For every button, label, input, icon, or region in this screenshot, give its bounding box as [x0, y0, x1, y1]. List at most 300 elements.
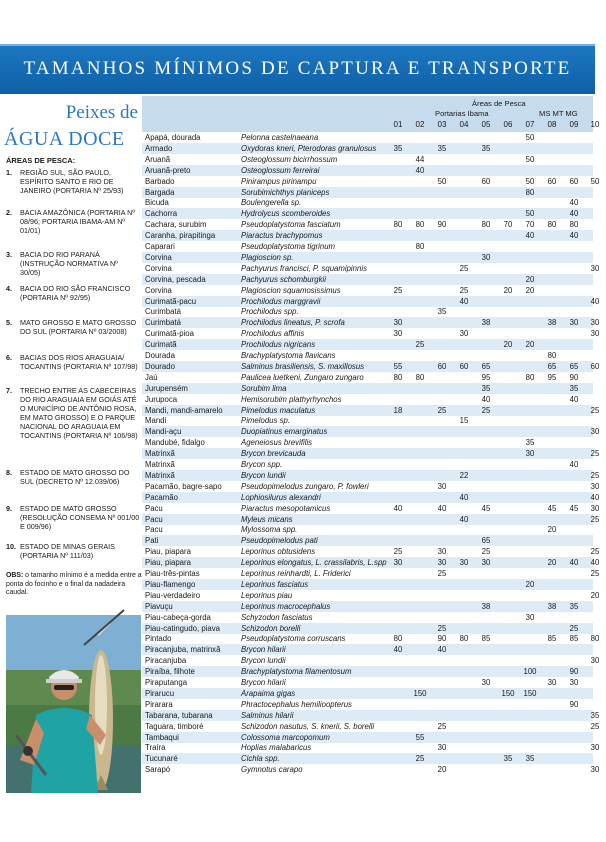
size-value: 25	[590, 470, 600, 480]
column-header: 05	[481, 120, 491, 129]
scientific-name: Brycon hilarii	[241, 678, 286, 687]
table-row	[142, 448, 600, 459]
table-row	[142, 372, 593, 383]
size-value: 30	[437, 481, 447, 491]
table-row	[142, 241, 593, 252]
scientific-name: Osteoglossum bicirrhossum	[241, 154, 338, 164]
table-row	[142, 339, 593, 350]
common-name: Dourada	[145, 351, 175, 360]
size-value: 30	[437, 547, 447, 557]
area-description: ESTADO DE MATO GROSSO (RESOLUÇÃO CONSEMA Nº 001/00 E 009/96)	[20, 504, 140, 531]
size-value: 80	[459, 634, 469, 644]
common-name: Curimbatá	[145, 318, 181, 328]
area-item	[6, 284, 140, 302]
table-row	[142, 252, 593, 263]
area-number: 8.	[6, 468, 12, 477]
scientific-name: Pelonna castelnaeana	[241, 133, 319, 142]
table-row	[142, 644, 593, 655]
size-value: 20	[525, 274, 535, 284]
size-value: 30	[393, 558, 403, 568]
size-value: 80	[525, 187, 535, 197]
table-row	[142, 361, 600, 372]
banner-highlight	[0, 44, 595, 46]
size-value: 40	[459, 492, 469, 502]
table-row	[142, 764, 600, 775]
area-item	[6, 542, 140, 560]
table-row	[142, 590, 600, 601]
table-row	[142, 154, 593, 165]
portarias-header: Portarias Ibama	[435, 109, 489, 118]
scientific-name: Pimelodus maculatus	[241, 405, 316, 415]
common-name: Caranha, pirapitinga	[145, 231, 216, 241]
section-title-line2: ÁGUA DOCE	[4, 128, 125, 150]
size-value: 85	[547, 634, 557, 644]
common-name: Pacamão, bagre-sapo	[145, 481, 222, 491]
common-name: Piavuçu	[145, 601, 173, 611]
scientific-name: Brycon lundii	[241, 470, 286, 480]
common-name: Mandubé, fidalgo	[145, 438, 205, 448]
scientific-name: Pinirampus pirinampu	[241, 176, 317, 186]
table-row	[142, 208, 593, 219]
table-row	[142, 579, 593, 590]
size-value: 30	[590, 481, 600, 491]
common-name: Curimatã	[145, 340, 177, 350]
size-value: 50	[525, 209, 535, 219]
scientific-name: Hydrolycus scomberoides	[241, 209, 331, 219]
common-name: Jurupensém	[145, 383, 188, 393]
size-value: 30	[481, 252, 491, 262]
area-item	[6, 208, 140, 235]
scientific-name: Piaractus brachypomus	[241, 231, 323, 241]
common-name: Matrinxã	[145, 470, 175, 480]
size-value: 20	[525, 579, 535, 589]
table-row	[142, 710, 600, 721]
column-header: 01	[393, 120, 403, 129]
size-value: 35	[590, 710, 600, 720]
size-value: 25	[590, 569, 600, 578]
table-row	[142, 165, 593, 176]
scientific-name: Plagioscion squamosissimus	[241, 285, 341, 295]
common-name: Taguara, timboré	[145, 721, 204, 731]
size-value: 100	[523, 667, 537, 677]
size-value: 20	[437, 765, 447, 775]
table-row	[142, 742, 600, 753]
size-value: 40	[437, 503, 447, 513]
size-value: 35	[569, 601, 579, 611]
size-value: 40	[590, 558, 600, 568]
common-name: Pacu	[145, 503, 163, 513]
table-row	[142, 514, 600, 525]
scientific-name: Phractocephalus hemilioopterus	[241, 699, 352, 709]
common-name: Caparari	[145, 242, 175, 251]
common-name: Piau, piapara	[145, 558, 191, 568]
scientific-name: Pseudoplatystoma corruscans	[241, 634, 346, 644]
common-name: Piau-cabeça-gorda	[145, 612, 211, 622]
table-row	[142, 459, 593, 470]
area-item	[6, 250, 140, 277]
size-value: 60	[569, 176, 579, 186]
column-header: 10	[590, 120, 600, 129]
scientific-name: Leporinus reinhardti, L. Friderici	[241, 569, 351, 578]
scientific-name: Osteoglossum ferreirai	[241, 165, 320, 175]
table-row	[142, 437, 593, 448]
table-row	[142, 677, 593, 688]
size-value: 30	[525, 449, 535, 459]
size-value: 30	[547, 678, 557, 687]
table-row	[142, 655, 600, 666]
scientific-name: Pachyurus schomburgkii	[241, 274, 326, 284]
common-name: Piau-verdadeiro	[145, 590, 201, 600]
area-item	[6, 353, 140, 371]
states-header: MS MT MG	[539, 109, 578, 118]
scientific-name: Prochilodus spp.	[241, 307, 299, 317]
common-name: Sarapó	[145, 765, 171, 775]
size-value: 40	[459, 514, 469, 524]
common-name: Piracanjuba	[145, 656, 187, 666]
size-value: 150	[501, 688, 515, 698]
common-name: Corvina	[145, 252, 172, 262]
size-value: 90	[437, 634, 447, 644]
area-description: TRECHO ENTRE AS CABECEIRAS DO RIO ARAGUAIA EM GOIÁS ATÉ O MUNICÍPIO DE ANTÔNIO ROSA, EM MATO GROSSO) E O PARQUE NACIONAL DO ARAGUAIA EM TOCANTINS (PORTARIA Nº 106/98)	[20, 386, 138, 440]
size-value: 65	[569, 361, 579, 371]
common-name: Piau, piapara	[145, 547, 191, 557]
scientific-name: Pachyurus francisci, P. squamipinnis	[241, 263, 367, 273]
size-value: 25	[415, 340, 425, 350]
size-value: 30	[590, 765, 600, 775]
size-value: 25	[437, 623, 447, 633]
section-heading	[0, 94, 142, 156]
common-name: Pintado	[145, 634, 172, 644]
common-name: Corvina, pescada	[145, 274, 206, 284]
common-name: Jurupoca	[145, 394, 178, 404]
size-value: 40	[481, 394, 491, 404]
size-value: 25	[590, 405, 600, 415]
obs-text: o tamanho mínimo é a medida entre a ponta do focinho e o final da nadadeira caudal.	[6, 572, 142, 597]
size-value: 25	[459, 263, 469, 273]
size-value: 80	[415, 220, 425, 230]
scientific-name: Pseudopimelodus pati	[241, 536, 318, 546]
table-row	[142, 481, 600, 492]
size-value: 90	[569, 699, 579, 709]
column-header: 03	[437, 120, 447, 129]
table-row	[142, 688, 593, 699]
scientific-name: Sorubimichthys planiceps	[241, 187, 330, 197]
size-value: 30	[481, 678, 491, 687]
area-description: ESTADO DE MINAS GERAIS (PORTARIA Nº 111/03)	[20, 542, 115, 560]
size-value: 44	[415, 154, 425, 164]
size-value: 30	[590, 427, 600, 437]
size-value: 40	[415, 165, 425, 175]
table-row	[142, 623, 593, 634]
common-name: Mandi	[145, 416, 167, 426]
common-name: Cachara, surubim	[145, 220, 207, 230]
table-row	[142, 732, 593, 743]
size-value: 95	[481, 372, 491, 382]
table-row	[142, 285, 593, 296]
size-value: 35	[481, 383, 491, 393]
table-row	[142, 263, 600, 274]
size-value: 40	[393, 645, 403, 655]
scientific-name: Duopiatinus emarginatus	[241, 427, 328, 437]
common-name: Pirarara	[145, 699, 173, 709]
common-name: Tucunaré	[145, 754, 178, 764]
table-row	[142, 230, 593, 241]
size-value: 150	[413, 688, 427, 698]
section-title-line1: Peixes de	[65, 102, 138, 123]
size-value: 30	[437, 743, 447, 753]
scientific-name: Hemisorubim plathyrhynchos	[241, 394, 342, 404]
table-row	[142, 176, 600, 187]
size-value: 60	[547, 176, 557, 186]
table-row	[142, 143, 593, 154]
common-name: Matrinxã	[145, 460, 175, 469]
scientific-name: Mylossoma spp.	[241, 525, 298, 535]
table-row	[142, 721, 600, 732]
table-row	[142, 492, 600, 503]
common-name: Tambaqui	[145, 732, 179, 742]
table-row	[142, 296, 600, 307]
scientific-name: Salminus brasiliensis, S. maxillosus	[241, 361, 365, 371]
size-value: 90	[569, 667, 579, 677]
size-value: 25	[590, 449, 600, 459]
column-header: 09	[569, 120, 579, 129]
size-value: 65	[547, 361, 557, 371]
size-value: 20	[525, 340, 535, 350]
scientific-name: Pseudopimelodus zungaro, P. fowleri	[241, 481, 369, 491]
area-description: BACIAS DOS RIOS ARAGUAIA/ TOCANTINS (PORTARIA Nº 107/98)	[20, 353, 138, 371]
size-value: 35	[437, 307, 447, 317]
size-value: 80	[590, 634, 600, 644]
size-value: 40	[525, 231, 535, 241]
table-header	[142, 96, 600, 132]
scientific-name: Leporinus macrocephalus	[241, 601, 331, 611]
table-row	[142, 699, 593, 710]
table-row	[142, 415, 593, 426]
size-value: 40	[569, 558, 579, 568]
scientific-name: Colossoma marcopomum	[241, 732, 330, 742]
common-name: Aruanã	[145, 154, 171, 164]
size-value: 50	[525, 133, 535, 142]
size-value: 30	[459, 329, 469, 339]
table-row	[142, 535, 593, 546]
size-value: 20	[503, 340, 513, 350]
table-row	[142, 524, 593, 535]
common-name: Pacu	[145, 525, 163, 535]
common-name: Bargada	[145, 187, 175, 197]
scientific-name: Prochilodus nigricans	[241, 340, 316, 350]
size-value: 55	[393, 361, 403, 371]
size-value: 25	[590, 721, 600, 731]
size-value: 25	[569, 623, 579, 633]
size-value: 30	[590, 656, 600, 666]
common-name: Pati	[145, 536, 159, 546]
column-header: 06	[503, 120, 513, 129]
common-name: Armado	[145, 143, 173, 153]
scientific-name: Brycon hilarii	[241, 645, 286, 655]
size-value: 35	[525, 754, 535, 764]
size-value: 80	[547, 351, 557, 360]
table-row	[142, 394, 593, 405]
area-description: BACIA AMAZÔNICA (PORTARIA Nº 08/96; PORTARIA IBAMA-AM Nº 01/01)	[20, 208, 135, 235]
size-value: 80	[525, 372, 535, 382]
common-name: Aruanã-preto	[145, 165, 191, 175]
size-value: 85	[481, 634, 491, 644]
size-value: 30	[590, 329, 600, 339]
size-value: 30	[437, 558, 447, 568]
size-value: 25	[393, 285, 403, 295]
size-value: 90	[437, 220, 447, 230]
size-value: 30	[459, 558, 469, 568]
size-value: 30	[590, 318, 600, 328]
size-value: 80	[393, 372, 403, 382]
scientific-name: Cichla spp.	[241, 754, 280, 764]
scientific-name: Brycon brevicauda	[241, 449, 306, 459]
size-value: 40	[437, 645, 447, 655]
scientific-name: Hoplias malabaricus	[241, 743, 312, 753]
size-value: 45	[547, 503, 557, 513]
size-value: 40	[569, 209, 579, 219]
scientific-name: Schizodon nasutus, S. knerii, S. borelli	[241, 721, 375, 731]
table-row	[142, 568, 600, 579]
size-value: 40	[569, 198, 579, 208]
table-row	[142, 350, 593, 361]
size-value: 20	[525, 285, 535, 295]
scientific-name: Leporinus elongatus, L. crassilabris, L.spp	[241, 558, 387, 568]
area-number: 2.	[6, 208, 12, 217]
size-value: 80	[569, 220, 579, 230]
area-number: 6.	[6, 353, 12, 362]
size-value: 40	[569, 460, 579, 469]
size-value: 40	[569, 394, 579, 404]
common-name: Matrinxã	[145, 449, 175, 459]
scientific-name: Paulicea luetkeni, Zungaro zungaro	[241, 372, 364, 382]
size-value: 70	[503, 220, 513, 230]
size-value: 60	[459, 361, 469, 371]
size-value: 80	[393, 634, 403, 644]
table-row	[142, 383, 593, 394]
size-value: 30	[590, 263, 600, 273]
area-item	[6, 468, 140, 486]
size-value: 50	[525, 176, 535, 186]
areas-header: Áreas de Pesca	[472, 99, 526, 108]
common-name: Pacu	[145, 514, 163, 524]
scientific-name: Arapaima gigas	[241, 688, 296, 698]
area-description: BACIA DO RIO PARANÁ (INSTRUÇÃO NORMATIVA Nº 30/05)	[20, 250, 118, 277]
common-name: Piraputanga	[145, 678, 188, 687]
size-value: 65	[481, 361, 491, 371]
scientific-name: Gymnotus carapo	[241, 765, 303, 775]
common-name: Tabarana, tubarana	[145, 710, 213, 720]
size-value: 40	[459, 296, 469, 306]
size-value: 20	[547, 525, 557, 535]
table-row	[142, 753, 593, 764]
area-number: 1.	[6, 168, 12, 177]
scientific-name: Lophiosilurus alexandri	[241, 492, 321, 502]
size-value: 50	[590, 176, 600, 186]
common-name: Cachorra	[145, 209, 178, 219]
size-value: 30	[393, 318, 403, 328]
common-name: Bicuda	[145, 198, 169, 208]
size-value: 80	[415, 242, 425, 251]
size-value: 38	[547, 318, 557, 328]
obs-note	[6, 572, 142, 598]
common-name: Jaú	[145, 372, 158, 382]
area-item	[6, 318, 140, 336]
size-value: 65	[481, 536, 491, 546]
common-name: Barbado	[145, 176, 175, 186]
size-value: 35	[481, 143, 491, 153]
page-title: TAMANHOS MÍNIMOS DE CAPTURA E TRANSPORTE	[23, 58, 572, 79]
area-number: 3.	[6, 250, 12, 259]
size-value: 35	[437, 143, 447, 153]
scientific-name: Plagioscion sp.	[241, 252, 294, 262]
area-description: MATO GROSSO E MATO GROSSO DO SUL (PORTARIA Nº 03/2008)	[20, 318, 137, 336]
area-number: 10.	[6, 542, 16, 551]
size-value: 25	[437, 405, 447, 415]
size-value: 50	[437, 176, 447, 186]
areas-label: ÁREAS DE PESCA:	[6, 156, 76, 165]
size-value: 25	[437, 721, 447, 731]
table-row	[142, 426, 600, 437]
table-row	[142, 601, 593, 612]
common-name: Dourado	[145, 361, 175, 371]
size-value: 22	[459, 470, 469, 480]
size-value: 30	[569, 678, 579, 687]
scientific-name: Boulengerella sp.	[241, 198, 302, 208]
size-value: 45	[481, 503, 491, 513]
table-row	[142, 274, 593, 285]
size-value: 30	[590, 743, 600, 753]
size-value: 45	[569, 503, 579, 513]
size-value: 35	[503, 754, 513, 764]
size-value: 20	[503, 285, 513, 295]
scientific-name: Leporinus obtusidens	[241, 547, 316, 557]
table-row	[142, 546, 600, 557]
size-value: 25	[459, 285, 469, 295]
size-value: 40	[590, 492, 600, 502]
scientific-name: Leporinus piau	[241, 590, 293, 600]
size-value: 85	[569, 634, 579, 644]
area-number: 7.	[6, 386, 12, 395]
size-value: 20	[590, 590, 600, 600]
fisherman-photo	[6, 615, 141, 793]
common-name: Piraíba, filhote	[145, 667, 195, 677]
common-name: Curimbatá	[145, 307, 181, 317]
area-item	[6, 504, 140, 531]
scientific-name: Brachyplatystoma flavicans	[241, 351, 336, 360]
column-header: 04	[459, 120, 469, 129]
size-value: 25	[481, 405, 491, 415]
scientific-name: Myleus micans	[241, 514, 293, 524]
area-number: 9.	[6, 504, 12, 513]
scientific-name: Sorubim lima	[241, 383, 287, 393]
scientific-name: Brycon spp.	[241, 460, 283, 469]
size-value: 60	[437, 361, 447, 371]
table-row	[142, 317, 600, 328]
size-value: 30	[525, 612, 535, 622]
size-value: 25	[415, 754, 425, 764]
size-value: 25	[590, 547, 600, 557]
size-value: 30	[569, 318, 579, 328]
fisherman-illustration	[6, 615, 141, 793]
area-item	[6, 386, 140, 440]
size-value: 80	[547, 220, 557, 230]
common-name: Piau-flamengo	[145, 579, 196, 589]
area-number: 5.	[6, 318, 12, 327]
title-banner	[0, 44, 595, 94]
size-value: 15	[459, 416, 469, 426]
scientific-name: Ageneiosus brevifilis	[241, 438, 313, 448]
